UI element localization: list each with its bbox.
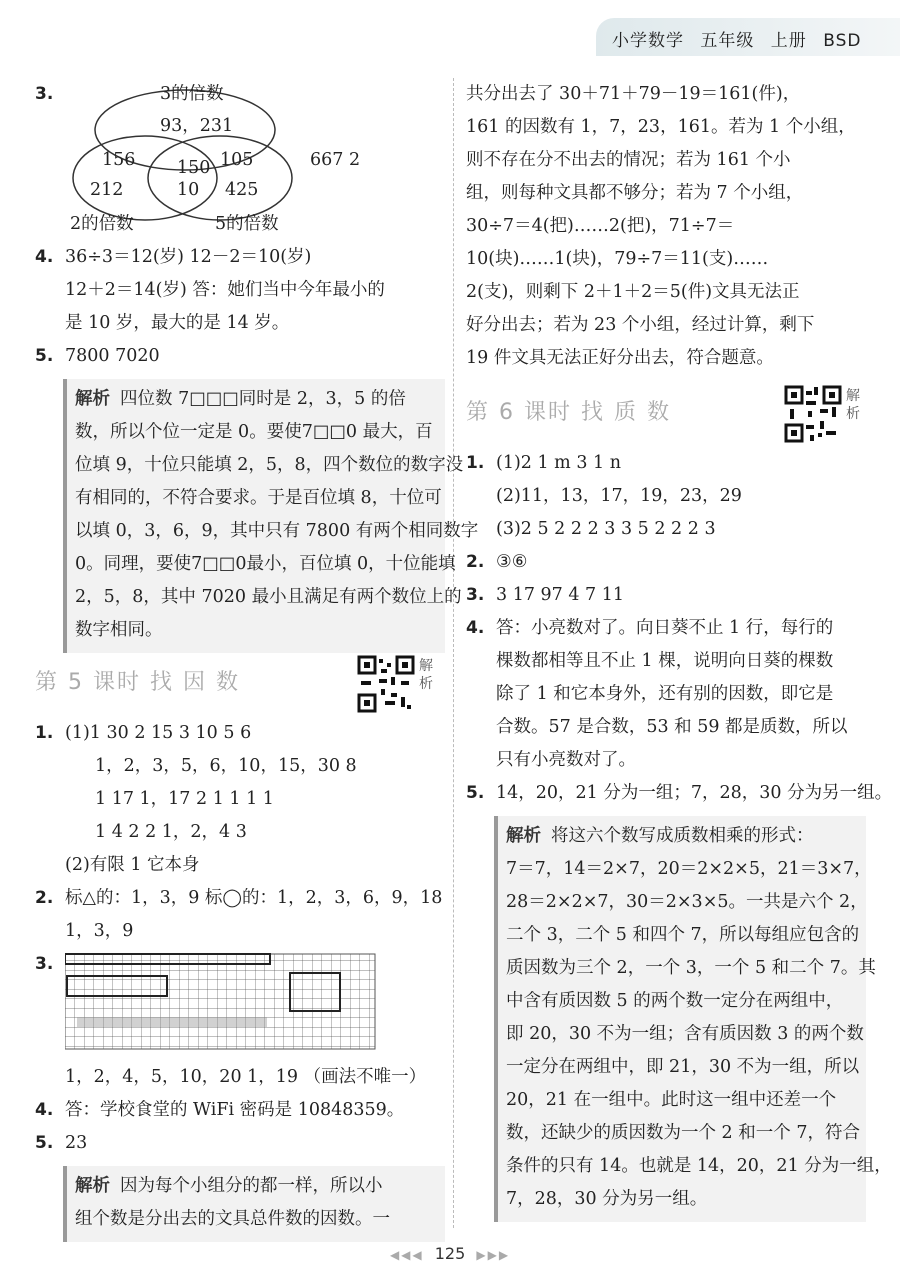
question-number: 1. — [466, 453, 485, 473]
question-number: 4. — [35, 247, 54, 267]
prev-arrows-icon: ◀◀◀ — [389, 1248, 424, 1262]
analysis-line: 2，5，8，其中 7020 最小且满足有两个数位上的 — [75, 587, 462, 607]
analysis-line: 2(支)，则剩下 2＋1＋2＝5(件)文具无法正 — [466, 282, 800, 302]
lesson-5-heading — [35, 658, 445, 705]
analysis-line: 因为每个小组分的都一样，所以小 — [120, 1176, 383, 1196]
venn-label-5: 5的倍数 — [215, 214, 279, 234]
qr-code-icon[interactable] — [357, 655, 415, 713]
venn-title-3: 3的倍数 — [160, 84, 224, 104]
question-number: 5. — [35, 346, 54, 366]
next-arrows-icon: ▶▶▶ — [476, 1248, 511, 1262]
grid-paper — [65, 954, 375, 1049]
analysis-line: 组个数是分出去的文具总件数的因数。一 — [75, 1209, 390, 1229]
analysis-line: 以填 0，3，6，9，其中只有 7800 有两个相同数字 — [75, 521, 479, 541]
venn-left-low: 212 — [90, 180, 124, 200]
lesson-title: 第 5 课时 找 因 数 — [35, 670, 240, 695]
analysis-tag: 解析 — [75, 389, 110, 409]
analysis-line: 28＝2×2×7，30＝2×3×5。一共是六个 2， — [506, 892, 868, 912]
answer-line: 除了 1 和它本身外，还有别的因数，即它是 — [496, 684, 834, 704]
analysis-line: 组，则每种文具都不够分；若为 7 个小组， — [466, 183, 804, 203]
analysis-box — [63, 379, 479, 653]
analysis-tag: 解析 — [75, 1176, 110, 1196]
grid-svg — [65, 951, 385, 1061]
answer-line: 标△的：1，3，9 标◯的：1，2，3，6，9，18 — [65, 888, 443, 908]
analysis-line: 19 件文具无法正好分出去，符合题意。 — [466, 348, 774, 368]
answer-line: 只有小亮数对了。 — [496, 750, 636, 770]
venn-center-low: 10 — [177, 180, 200, 200]
column-divider — [453, 78, 454, 1228]
analysis-line: 有相同的，不符合要求。于是百位填 8，十位可 — [75, 488, 442, 508]
analysis-box — [63, 1166, 445, 1242]
analysis-line: 30÷7＝4(把)……2(把)，71÷7＝ — [466, 216, 735, 236]
answer-line: 棵数都相等且不止 1 棵，说明向日葵的棵数 — [496, 651, 834, 671]
venn-outside: 667 2 — [310, 150, 361, 170]
analysis-line: 条件的只有 14。也就是 14，20，21 分为一组， — [506, 1156, 892, 1176]
rect-1x19 — [77, 1017, 267, 1027]
question-number: 5. — [35, 1133, 54, 1153]
answer-line: 答：学校食堂的 WiFi 密码是 10848359。 — [65, 1100, 405, 1120]
analysis-line: 二个 3，二个 5 和四个 7，所以每组应包含的 — [506, 925, 860, 945]
analysis-line: 好分出去；若为 23 个小组，经过计算，剩下 — [466, 315, 815, 335]
qr-code-icon[interactable] — [784, 385, 842, 443]
answer-line: 是 10 岁，最大的是 14 岁。 — [65, 313, 290, 333]
question-number: 4. — [35, 1100, 54, 1120]
question-number: 3. — [466, 585, 485, 605]
analysis-line: 共分出去了 30＋71＋79－19＝161(件)， — [466, 84, 801, 104]
qr-label: 解析 — [419, 658, 435, 692]
answer-line: ③⑥ — [496, 552, 528, 572]
question-number: 2. — [35, 888, 54, 908]
venn-right-low: 425 — [225, 180, 259, 200]
analysis-line: 10(块)……1(块)，79÷7＝11(支)…… — [466, 249, 769, 269]
question-number: 1. — [35, 723, 54, 743]
question-number: 5. — [466, 783, 485, 803]
analysis-line: 位填 9，十位只能填 2，5，8，四个数位的数字没 — [75, 455, 464, 475]
analysis-line: 四位数 7□□□同时是 2，3，5 的倍 — [120, 389, 406, 409]
book-title: 小学数学 五年级 上册 BSD — [612, 31, 862, 51]
venn-center: 150 — [177, 158, 211, 178]
answer-line: 1，2，3，5，6，10，15，30 8 — [95, 756, 357, 776]
analysis-line: 则不存在分不出去的情况；若为 161 个小 — [466, 150, 791, 170]
analysis-box — [494, 816, 892, 1222]
analysis-line: 即 20，30 不为一组；含有质因数 3 的两个数 — [506, 1024, 864, 1044]
venn-right-mid: 105 — [220, 150, 254, 170]
venn-top: 93，231 — [160, 116, 234, 136]
left-column — [35, 78, 479, 1246]
analysis-line: 一定分在两组中，即 21，30 不为一组，所以 — [506, 1057, 860, 1077]
analysis-line: 161 的因数有 1，7，23，161。若为 1 个小组， — [466, 117, 856, 137]
answer-line: 3 17 97 4 7 11 — [496, 585, 625, 605]
answer-line: 1 4 2 2 1，2，4 3 — [95, 822, 247, 842]
answer-line: 36÷3＝12(岁) 12－2＝10(岁) — [65, 247, 312, 267]
answer-line: 14，20，21 分为一组；7，28，30 分为另一组。 — [496, 783, 893, 803]
answer-line: (1)1 30 2 15 3 10 5 6 — [65, 723, 252, 743]
analysis-line: 质因数为三个 2，一个 3，一个 5 和二个 7。其 — [506, 958, 876, 978]
analysis-line: 数字相同。 — [75, 620, 163, 640]
answer-line: (2)11，13，17，19，23，29 — [496, 486, 742, 506]
analysis-tag: 解析 — [506, 826, 541, 846]
question-number: 3. — [35, 84, 54, 104]
analysis-line: 中含有质因数 5 的两个数一定分在两组中， — [506, 991, 844, 1011]
answer-line: 1 17 1，17 2 1 1 1 1 — [95, 789, 274, 809]
answer-line: (1)2 1 m 3 1 n — [496, 453, 622, 473]
page-footer — [0, 1244, 900, 1263]
rectangle-grid — [65, 951, 445, 1061]
venn-label-2: 2的倍数 — [70, 214, 134, 234]
answer-line: 1，2，4，5，10，20 1，19 （画法不唯一） — [65, 1067, 427, 1087]
analysis-line: 将这六个数写成质数相乘的形式： — [551, 826, 814, 846]
question-number: 3. — [35, 954, 54, 974]
answer-line: 1，3，9 — [65, 921, 134, 941]
analysis-line: 7，28，30 分为另一组。 — [506, 1189, 708, 1209]
question-number: 2. — [466, 552, 485, 572]
qr-label: 解析 — [846, 388, 862, 422]
question-number: 4. — [466, 618, 485, 638]
analysis-line: 20，21 在一组中。此时这一组中还差一个 — [506, 1090, 837, 1110]
right-column — [466, 78, 893, 1226]
page-number: 125 — [434, 1244, 466, 1263]
analysis-line: 数，还缺少的质因数为一个 2 和一个 7，符合 — [506, 1123, 860, 1143]
lesson-title: 第 6 课时 找 质 数 — [466, 400, 671, 425]
analysis-line: 0。同理，要使7□□0最小，百位填 0，十位能填 — [75, 554, 456, 574]
venn-left-mid: 156 — [102, 150, 136, 170]
answer-line: 23 — [65, 1133, 88, 1153]
lesson-6-heading — [466, 388, 866, 435]
analysis-line: 7＝7，14＝2×7，20＝2×2×5，21＝3×7， — [506, 859, 872, 879]
venn-diagram — [65, 78, 445, 233]
answer-line: 12＋2＝14(岁) 答：她们当中今年最小的 — [65, 280, 385, 300]
answer-line: 答：小亮数对了。向日葵不止 1 行，每行的 — [496, 618, 834, 638]
analysis-line: 数，所以个位一定是 0。要使7□□0 最大，百 — [75, 422, 433, 442]
answer-line: (2)有限 1 它本身 — [65, 855, 200, 875]
answer-line: 7800 7020 — [65, 346, 160, 366]
answer-line: (3)2 5 2 2 2 3 3 5 2 2 2 3 — [496, 519, 716, 539]
answer-line: 合数。57 是合数，53 和 59 都是质数，所以 — [496, 717, 848, 737]
